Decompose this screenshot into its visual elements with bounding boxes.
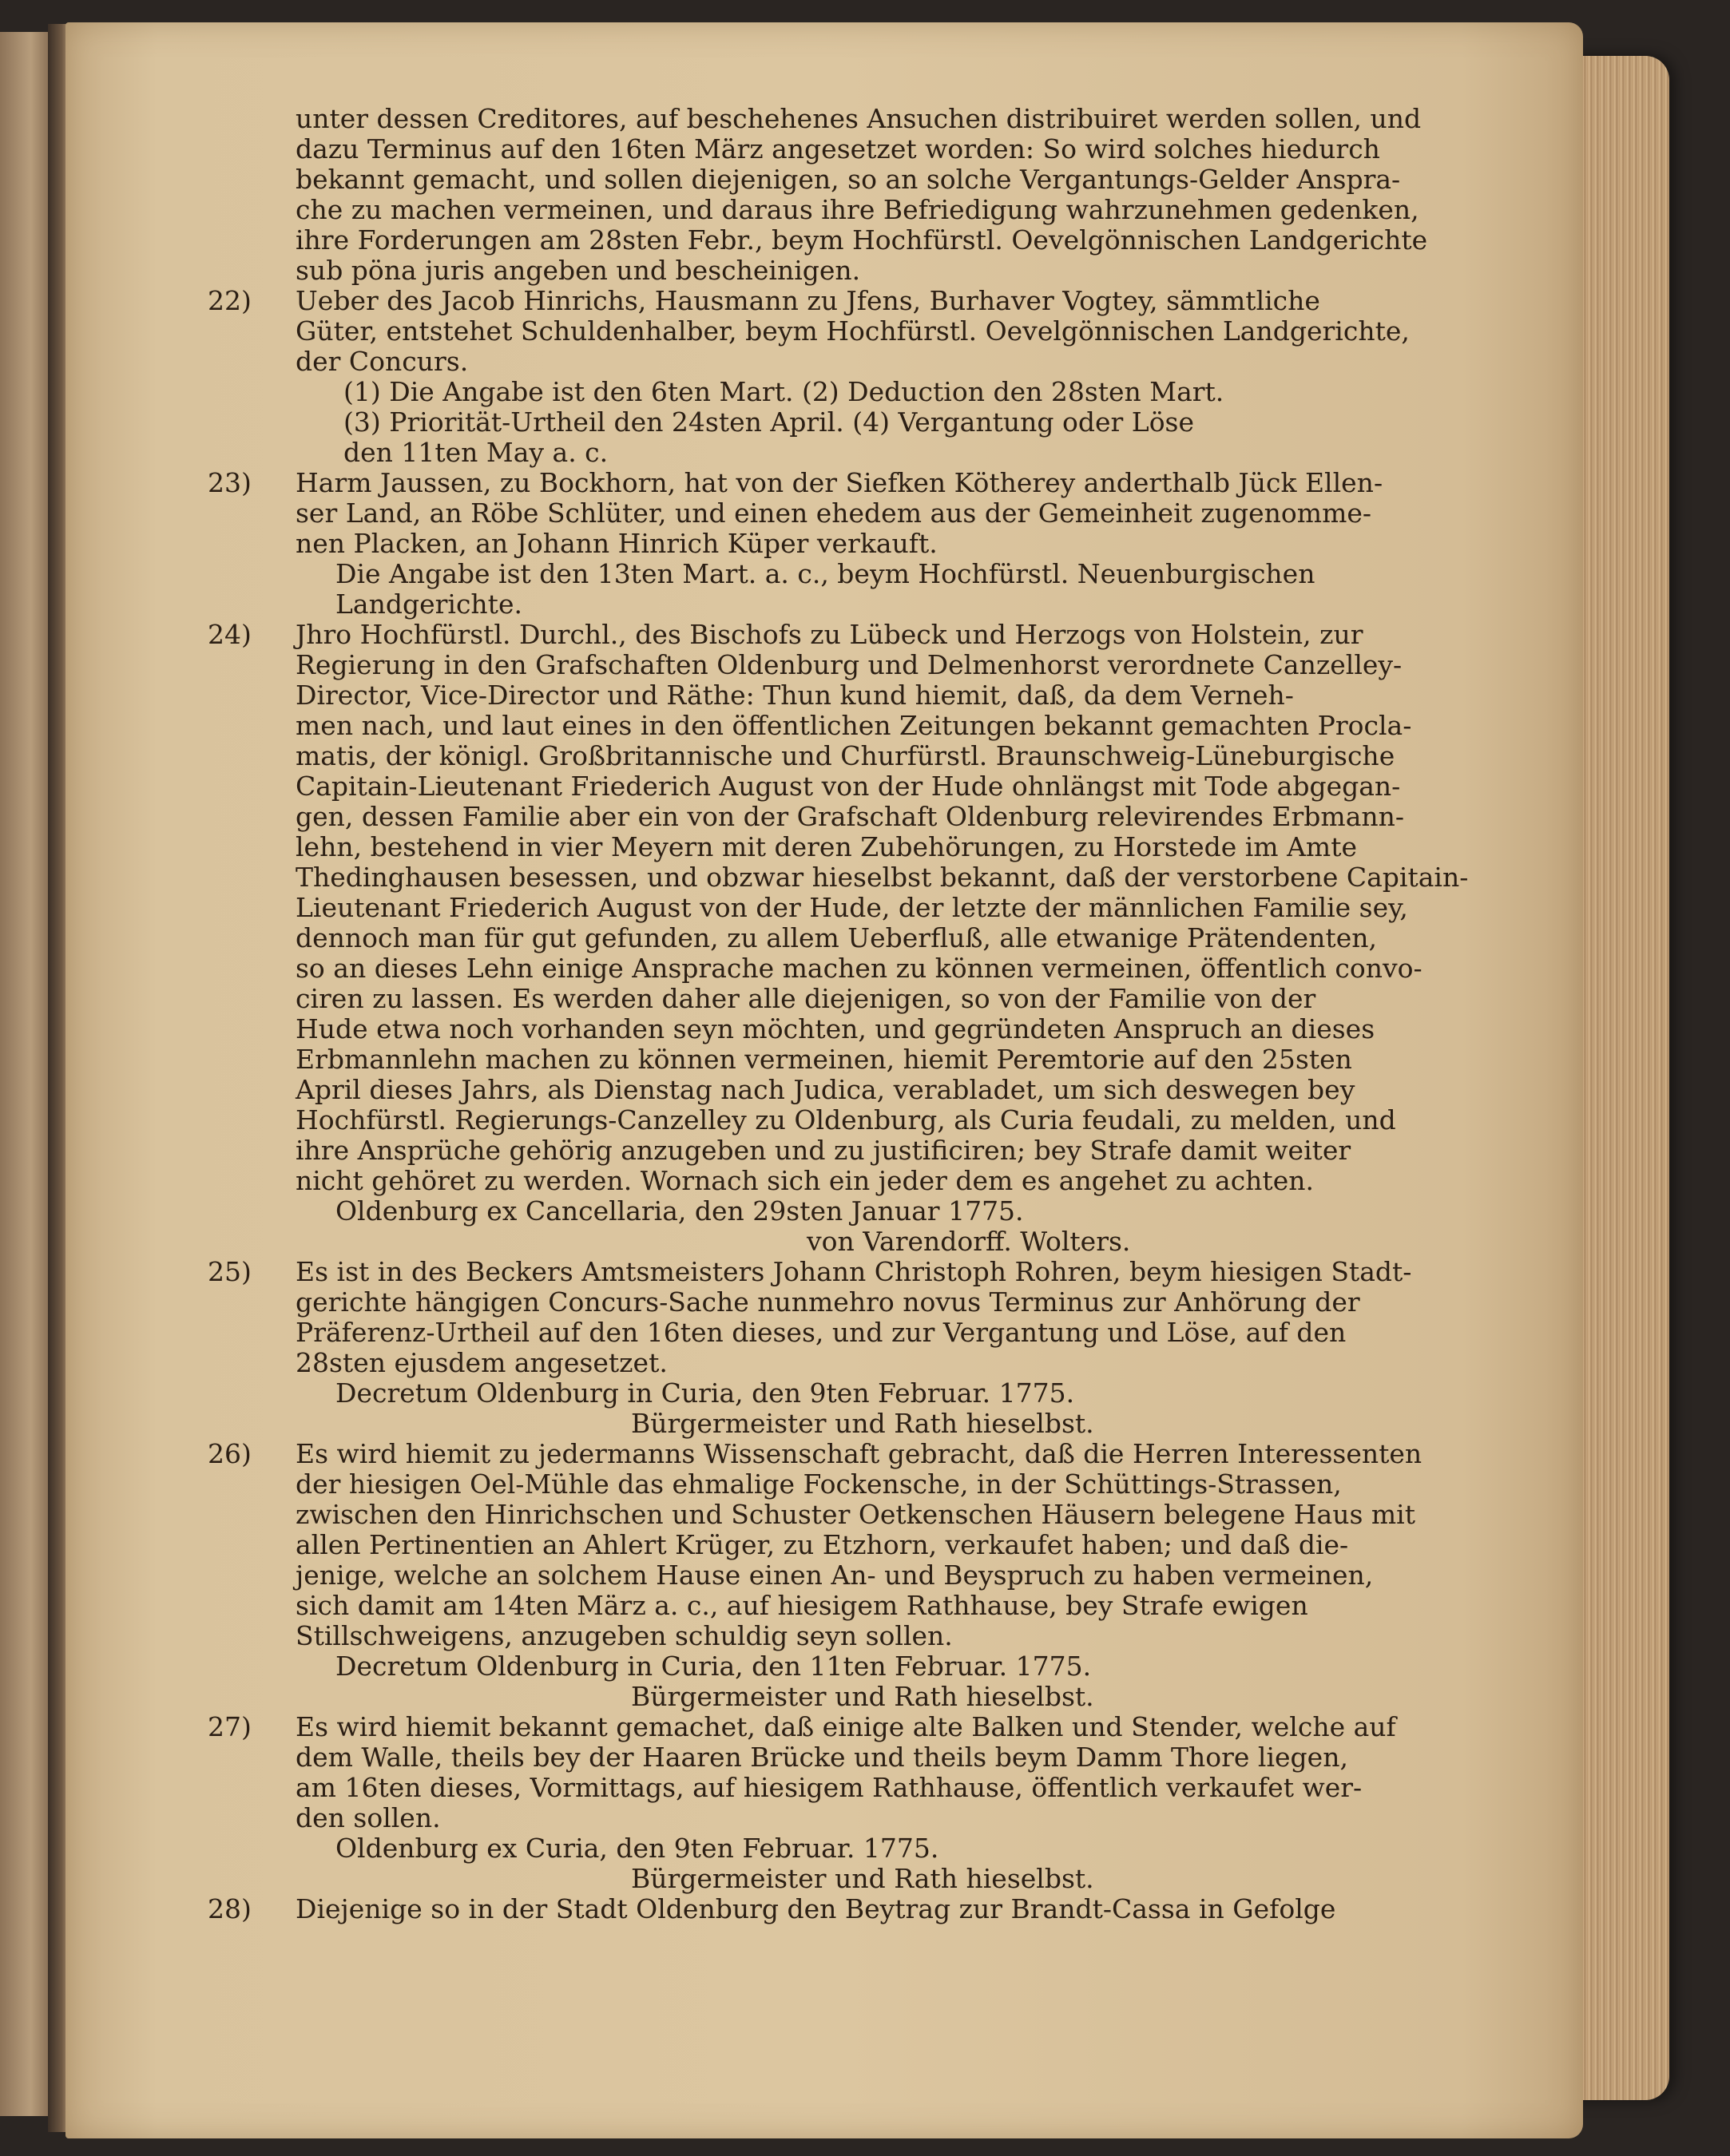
text-line: Thedinghausen besessen, und obzwar hieselbst bekannt, daß der verstorbene Capitain- (296, 862, 1469, 893)
text-line: bekannt gemacht, und sollen diejenigen, so an solche Vergantungs-Gelder Anspra- (296, 164, 1401, 195)
text-line: dazu Terminus auf den 16ten März angesetzet worden: So wird solches hiedurch (296, 133, 1380, 164)
dateline: Decretum Oldenburg in Curia, den 11ten Februar. 1775. (335, 1651, 1092, 1682)
schedule-line: (3) Priorität-Urtheil den 24sten April. (4) Vergantung oder Löse (343, 406, 1195, 438)
dateline: Decretum Oldenburg in Curia, den 9ten Februar. 1775. (335, 1377, 1075, 1409)
notice-entry-22 (176, 285, 1410, 468)
text-line: am 16ten dieses, Vormittags, auf hiesigem Rathhause, öffentlich verkaufet wer- (296, 1772, 1363, 1803)
signature: Bürgermeister und Rath hieselbst. (631, 1681, 1094, 1712)
text-line: gerichte hängigen Concurs-Sache nunmehro novus Terminus zur Anhörung der (296, 1286, 1360, 1318)
text-line: Regierung in den Grafschaften Oldenburg und Delmenhorst verordnete Canzelley- (296, 649, 1403, 680)
text-line: Erbmannlehn machen zu können vermeinen, hiemit Peremtorie auf den 25sten (296, 1044, 1352, 1075)
text-line: ihre Ansprüche gehörig anzugeben und zu justificiren; bey Strafe damit weiter (296, 1135, 1351, 1166)
text-line: Es wird hiemit zu jedermanns Wissenschaft gebracht, daß die Herren Interessenten (296, 1438, 1422, 1469)
schedule-line: (1) Die Angabe ist den 6ten Mart. (2) Deduction den 28sten Mart. (343, 376, 1224, 407)
entry-number: 27) (208, 1711, 252, 1742)
text-line: April dieses Jahrs, als Dienstag nach Judica, verabladet, um sich deswegen bey (296, 1074, 1355, 1105)
text-line: gen, dessen Familie aber ein von der Grafschaft Oldenburg relevirendes Erbmann- (296, 801, 1405, 832)
entry-number: 28) (208, 1893, 252, 1924)
schedule-line: den 11ten May a. c. (343, 437, 609, 468)
text-line: der hiesigen Oel-Mühle das ehmalige Fockensche, in der Schüttings-Strassen, (296, 1468, 1342, 1500)
entry-number: 24) (208, 619, 252, 650)
text-line: ser Land, an Röbe Schlüter, und einen ehedem aus der Gemeinheit zugenomme- (296, 497, 1372, 529)
notice-entry-24 (176, 619, 1469, 1257)
notice-entry-23 (176, 467, 1383, 620)
text-line: nen Placken, an Johann Hinrich Küper verkauft. (296, 528, 938, 559)
text-line: Es wird hiemit bekannt gemachet, daß einige alte Balken und Stender, welche auf (296, 1711, 1396, 1742)
text-line: sub pöna juris angeben und bescheinigen. (296, 255, 861, 286)
text-line: dem Walle, theils bey der Haaren Brücke und theils beym Damm Thore liegen, (296, 1742, 1348, 1773)
text-line: allen Pertinentien an Ahlert Krüger, zu Etzhorn, verkaufet haben; und daß die- (296, 1529, 1349, 1560)
text-line: Diejenige so in der Stadt Oldenburg den Beytrag zur Brandt-Cassa in Gefolge (296, 1893, 1336, 1924)
dateline: Oldenburg ex Curia, den 9ten Februar. 1775. (335, 1833, 939, 1864)
text-line: unter dessen Creditores, auf beschehenes Ansuchen distribuiret werden sollen, und (296, 103, 1422, 134)
text-line: Güter, entstehet Schuldenhalber, beym Hochfürstl. Oevelgönnischen Landgerichte, (296, 315, 1410, 347)
text-line: so an dieses Lehn einige Ansprache machen zu können vermeinen, öffentlich convo- (296, 953, 1422, 984)
text-line: Es ist in des Beckers Amtsmeisters Johann Christoph Rohren, beym hiesigen Stadt- (296, 1256, 1412, 1287)
text-line: dennoch man für gut gefunden, zu allem Ueberfluß, alle etwanige Prätendenten, (296, 922, 1377, 953)
text-line: Präferenz-Urtheil auf den 16ten dieses, und zur Vergantung und Löse, auf den (296, 1317, 1347, 1348)
text-line: jenige, welche an solchem Hause einen An- und Beyspruch zu haben vermeinen, (296, 1560, 1374, 1591)
text-line: Capitain-Lieutenant Friederich August von der Hude ohnlängst mit Tode abgegan- (296, 771, 1401, 802)
notice-entry-28 (176, 1894, 1350, 1924)
text-line: Stillschweigens, anzugeben schuldig seyn sollen. (296, 1620, 953, 1651)
entry-number: 26) (208, 1438, 252, 1469)
text-line: Jhro Hochfürstl. Durchl., des Bischofs zu Lübeck und Herzogs von Holstein, zur (296, 619, 1363, 650)
entry-number: 22) (208, 285, 252, 316)
notice-entry-26 (176, 1438, 1422, 1712)
page-text (176, 103, 1469, 1924)
text-line: sich damit am 14ten März a. c., auf hiesigem Rathhause, bey Strafe ewigen (296, 1590, 1308, 1621)
text-line: matis, der königl. Großbritannische und Churfürstl. Braunschweig-Lüneburgische (296, 740, 1395, 771)
text-line: Lieutenant Friederich August von der Hude, der letzte der männlichen Familie sey, (296, 892, 1408, 923)
text-line: ihre Forderungen am 28sten Febr., beym Hochfürstl. Oevelgönnischen Landgerichte (296, 224, 1428, 256)
notice-entry-27 (176, 1711, 1396, 1894)
text-line: men nach, und laut eines in den öffentlichen Zeitungen bekannt gemachten Procla- (296, 710, 1412, 741)
text-line: Die Angabe ist den 13ten Mart. a. c., beym Hochfürstl. Neuenburgischen (335, 558, 1315, 589)
text-line: ciren zu lassen. Es werden daher alle diejenigen, so von der Familie von der (296, 983, 1316, 1014)
text-line: 28sten ejusdem angesetzet. (296, 1347, 668, 1378)
text-line: den sollen. (296, 1802, 441, 1833)
text-line: che zu machen vermeinen, und daraus ihre Befriedigung wahrzunehmen gedenken, (296, 194, 1419, 225)
text-line: Hude etwa noch vorhanden seyn möchten, und gegründeten Anspruch an dieses (296, 1013, 1375, 1044)
continuation-paragraph (176, 103, 1428, 286)
entry-number: 23) (208, 467, 252, 498)
text-line: Harm Jaussen, zu Bockhorn, hat von der Siefken Kötherey anderthalb Jück Ellen- (296, 467, 1383, 498)
text-line: Hochfürstl. Regierungs-Canzelley zu Oldenburg, als Curia feudali, zu melden, und (296, 1104, 1396, 1135)
signature: von Varendorff. Wolters. (807, 1226, 1131, 1257)
text-line: Ueber des Jacob Hinrichs, Hausmann zu Jfens, Burhaver Vogtey, sämmtliche (296, 285, 1320, 316)
text-line: zwischen den Hinrichschen und Schuster Oetkenschen Häusern belegene Haus mit (296, 1499, 1415, 1530)
dateline: Oldenburg ex Cancellaria, den 29sten Januar 1775. (335, 1195, 1024, 1227)
text-line: Landgerichte. (335, 589, 522, 620)
text-line: Director, Vice-Director und Räthe: Thun kund hiemit, daß, da dem Verneh- (296, 680, 1294, 711)
notice-entry-25 (176, 1256, 1412, 1439)
entry-number: 25) (208, 1256, 252, 1287)
text-line: lehn, bestehend in vier Meyern mit deren Zubehörungen, zu Horstede im Amte (296, 831, 1357, 862)
signature: Bürgermeister und Rath hieselbst. (631, 1408, 1094, 1439)
text-line: nicht gehöret zu werden. Wornach sich ein jeder dem es angehet zu achten. (296, 1165, 1314, 1196)
text-line: der Concurs. (296, 346, 469, 377)
signature: Bürgermeister und Rath hieselbst. (631, 1863, 1094, 1894)
